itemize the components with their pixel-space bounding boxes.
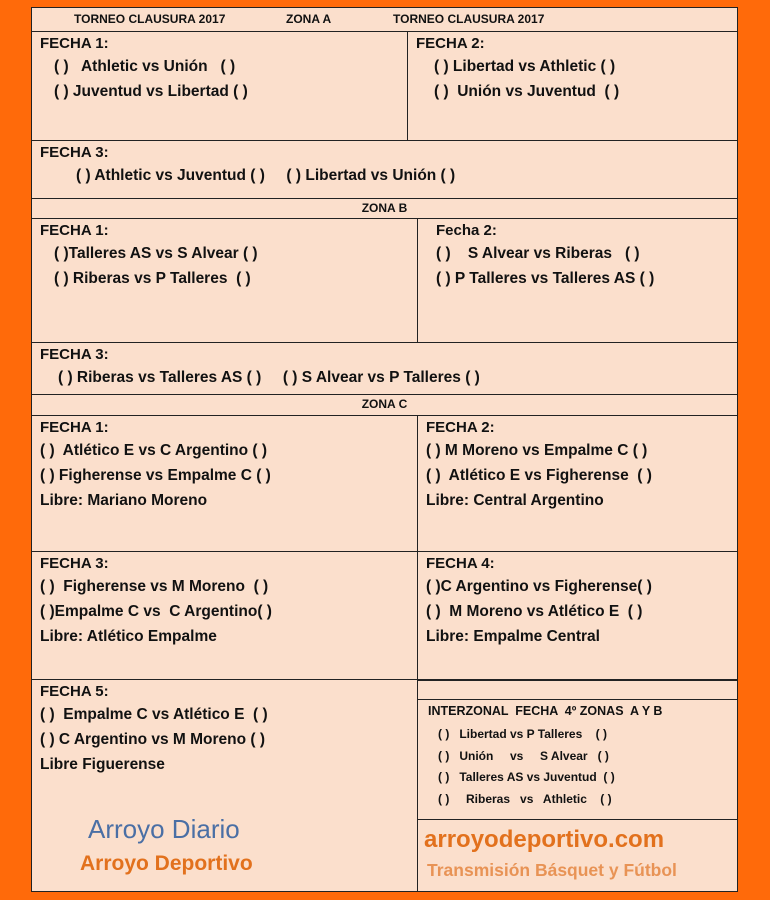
match-line: ( ) Empalme C vs Atlético E ( ) [40, 706, 268, 723]
zona-c-fecha-3 [32, 552, 417, 679]
zona-b-fecha-3-row [32, 343, 737, 395]
fecha-title: FECHA 4: [426, 555, 495, 572]
zona-c-fecha-1 [32, 416, 417, 551]
interzonal-match: ( ) Riberas vs Athletic ( ) [438, 791, 612, 806]
match-line: ( ) Atlético E vs C Argentino ( ) [40, 442, 268, 459]
header-left-title: TORNEO CLAUSURA 2017 [74, 12, 226, 26]
empty-cell [417, 680, 738, 700]
zona-b-fechas-1-2 [32, 219, 737, 343]
match-line: ( ) S Alvear vs Riberas ( ) [436, 245, 640, 262]
fecha-title: FECHA 2: [416, 35, 485, 52]
match-line: ( ) Juventud vs Libertad ( ) [54, 83, 248, 100]
match-line: ( ) P Talleres vs Talleres AS ( ) [436, 270, 655, 287]
brand-arroyo-deportivo: Arroyo Deportivo [80, 852, 253, 875]
match-line: ( ) M Moreno vs Empalme C ( ) [426, 442, 648, 459]
zona-b-label: ZONA B [32, 199, 737, 219]
match-line: ( )Talleres AS vs S Alvear ( ) [54, 245, 258, 262]
zona-c-fecha-5 [32, 680, 417, 891]
match-line: ( ) Atlético E vs Figherense ( ) [426, 467, 652, 484]
header-right-title: TORNEO CLAUSURA 2017 [393, 12, 545, 26]
zona-c-fecha-4 [418, 552, 737, 679]
fecha-title: FECHA 3: [40, 555, 109, 572]
zona-a-fecha-2 [408, 32, 737, 140]
zona-a-fecha-3 [32, 141, 737, 198]
fecha-title: FECHA 1: [40, 222, 109, 239]
libre-line: Libre: Atlético Empalme [40, 628, 217, 645]
fecha-title: Fecha 2: [436, 222, 497, 239]
match-line: ( ) C Argentino vs M Moreno ( ) [40, 731, 266, 748]
brand-arroyo-diario: Arroyo Diario [88, 814, 240, 844]
fecha-title: FECHA 1: [40, 35, 109, 52]
brand-website: arroyodeportivo.com [424, 826, 665, 853]
match-line: ( ) Libertad vs Athletic ( ) [434, 58, 616, 75]
fecha-title: FECHA 3: [40, 346, 109, 363]
brand-tagline: Transmisión Básquet y Fútbol [427, 860, 677, 880]
interzonal-match: ( ) Unión vs S Alvear ( ) [438, 748, 609, 763]
zona-a-fechas-1-2 [32, 32, 737, 141]
libre-line: Libre: Mariano Moreno [40, 492, 208, 509]
zona-c-fechas-1-2 [32, 416, 737, 552]
zona-b-fecha-2 [418, 219, 737, 342]
match-line: ( ) M Moreno vs Atlético E ( ) [426, 603, 643, 620]
match-line: ( )Empalme C vs C Argentino( ) [40, 603, 272, 620]
fecha-title: FECHA 5: [40, 683, 109, 700]
libre-line: Libre: Central Argentino [426, 492, 604, 509]
match-line: ( ) Figherense vs M Moreno ( ) [40, 578, 269, 595]
match-line: ( ) Riberas vs P Talleres ( ) [54, 270, 251, 287]
match-line: ( )C Argentino vs Figherense( ) [426, 578, 652, 595]
zona-c-fechas-3-4 [32, 552, 737, 680]
header-zone-label: ZONA A [286, 12, 332, 26]
interzonal-box [417, 699, 738, 820]
zona-a-fecha-3-row [32, 141, 737, 199]
header-row [32, 8, 737, 32]
zona-b-fecha-3 [32, 343, 737, 394]
match-line: ( ) Riberas vs Talleres AS ( ) ( ) S Alvear vs P Talleres ( ) [58, 369, 480, 386]
match-line: ( ) Unión vs Juventud ( ) [434, 83, 620, 100]
match-line: ( ) Figherense vs Empalme C ( ) [40, 467, 271, 484]
fixture-sheet [31, 7, 738, 892]
libre-line: Libre: Empalme Central [426, 628, 600, 645]
zona-c-label: ZONA C [32, 395, 737, 416]
fecha-title: FECHA 3: [40, 144, 109, 161]
zona-b-fecha-1 [32, 219, 417, 342]
interzonal-match: ( ) Libertad vs P Talleres ( ) [438, 727, 607, 741]
zona-c-fecha-2 [418, 416, 737, 551]
fecha-title: FECHA 2: [426, 419, 495, 436]
match-line: ( ) Athletic vs Juventud ( ) ( ) Libertad vs Unión ( ) [76, 167, 456, 184]
interzonal-title: INTERZONAL FECHA 4º ZONAS A Y B [428, 704, 663, 718]
interzonal-match: ( ) Talleres AS vs Juventud ( ) [438, 770, 615, 784]
zona-a-fecha-1 [32, 32, 407, 140]
libre-line: Libre Figuerense [40, 756, 165, 773]
fecha-title: FECHA 1: [40, 419, 109, 436]
match-line: ( ) Athletic vs Unión ( ) [54, 58, 236, 75]
